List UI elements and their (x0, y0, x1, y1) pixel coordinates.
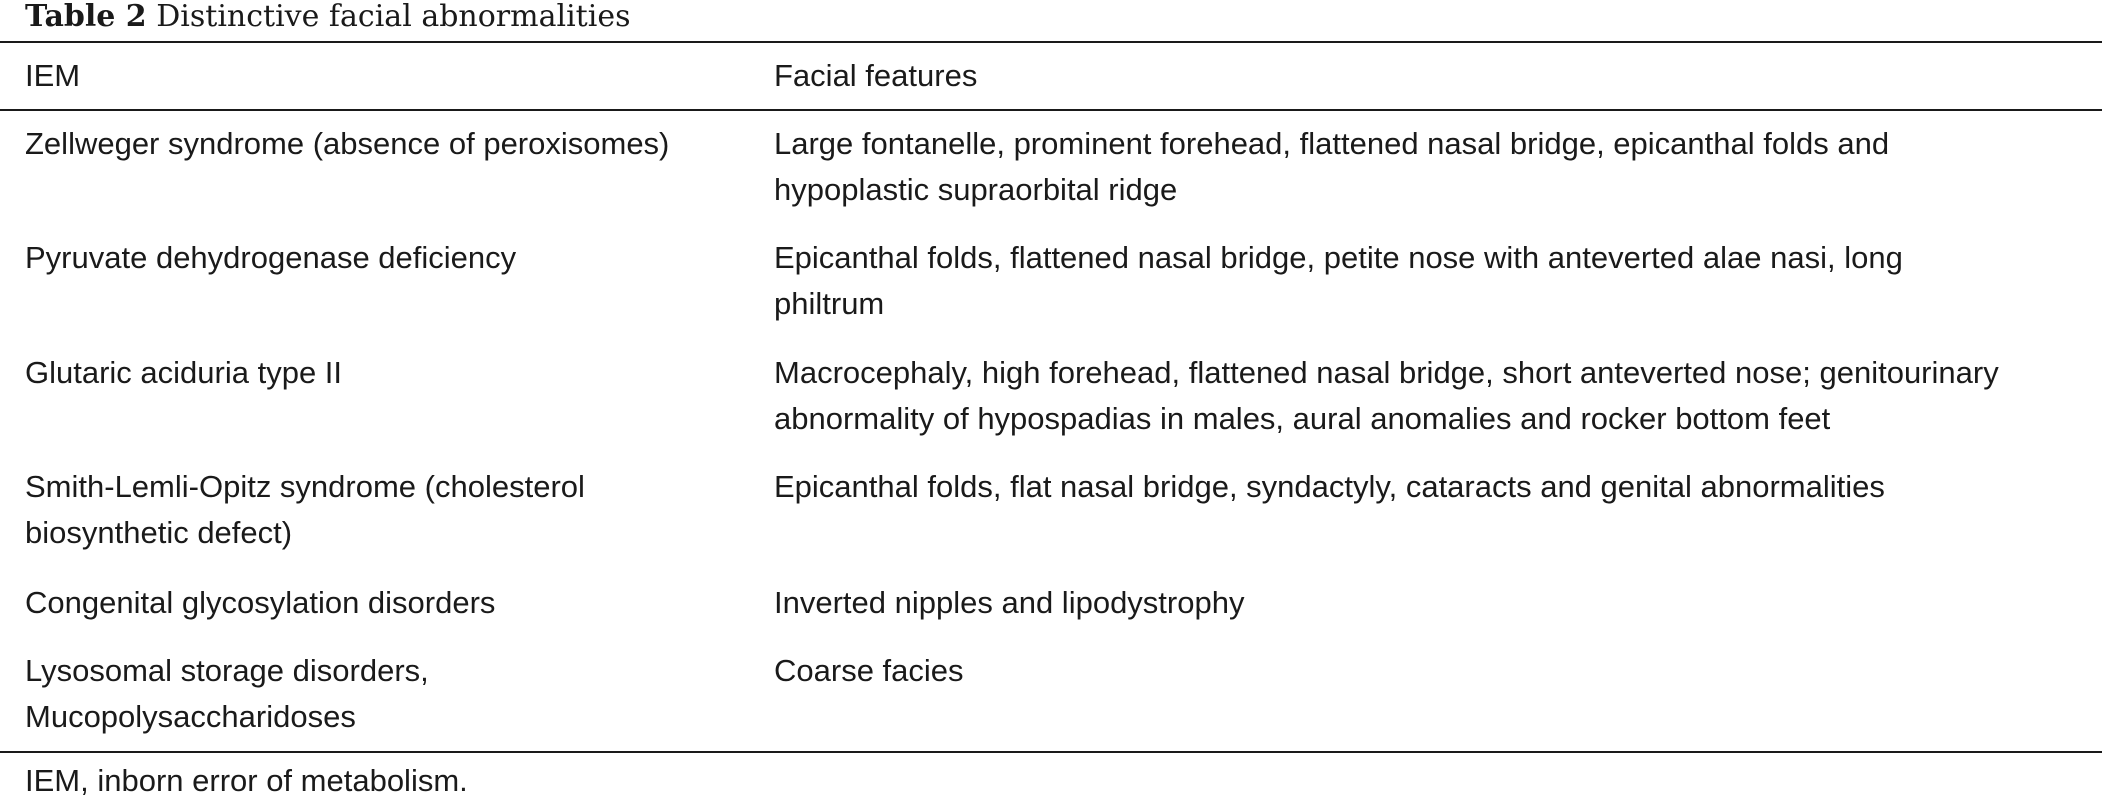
table-row-features-cell (774, 580, 2102, 626)
table-caption-text: Distinctive facial abnormalities (156, 0, 631, 34)
table-row-features-cell (774, 350, 2102, 442)
table-caption (25, 0, 630, 38)
table-row-iem-cell (25, 235, 765, 281)
cell-line: Epicanthal folds, flattened nasal bridge, petite nose with anteverted alae nasi, long (774, 240, 1903, 275)
cell-line: Epicanthal folds, flat nasal bridge, syndactyly, cataracts and genital abnormalities (774, 469, 1885, 504)
cell-line: Lysosomal storage disorders, (25, 653, 429, 688)
table-row-iem-cell (25, 580, 765, 626)
table-row-features-cell (774, 235, 2102, 327)
table-top-rule (0, 41, 2102, 43)
cell-line: Zellweger syndrome (absence of peroxisomes) (25, 126, 670, 161)
cell-line: Large fontanelle, prominent forehead, flattened nasal bridge, epicanthal folds and (774, 126, 1890, 161)
table-bottom-rule (0, 751, 2102, 753)
cell-line: Glutaric aciduria type II (25, 355, 343, 390)
column-header-iem: IEM (25, 58, 81, 93)
cell-line: Smith-Lemli-Opitz syndrome (cholesterol (25, 469, 585, 504)
table-caption-label: Table 2 (25, 0, 147, 34)
cell-line: biosynthetic defect) (25, 515, 293, 550)
cell-line: Congenital glycosylation disorders (25, 585, 496, 620)
table-row-features-cell (774, 121, 2102, 213)
cell-line: abnormality of hypospadias in males, aural anomalies and rocker bottom feet (774, 401, 1831, 436)
cell-line: Macrocephaly, high forehead, flattened nasal bridge, short anteverted nose; genitourinary (774, 355, 1999, 390)
cell-line: Inverted nipples and lipodystrophy (774, 585, 1245, 620)
cell-line: Coarse facies (774, 653, 964, 688)
cell-line: philtrum (774, 286, 885, 321)
table-row-iem-cell (25, 464, 765, 556)
column-header-facial-features: Facial features (774, 58, 978, 93)
table-row-features-cell (774, 464, 2102, 510)
cell-line: Mucopolysaccharidoses (25, 699, 356, 734)
table-footnote: IEM, inborn error of metabolism. (25, 763, 468, 798)
cell-line: Pyruvate dehydrogenase deficiency (25, 240, 517, 275)
table-row-iem-cell (25, 648, 765, 740)
table-header-rule (0, 109, 2102, 111)
table-row-iem-cell (25, 121, 765, 167)
cell-line: hypoplastic supraorbital ridge (774, 172, 1178, 207)
table-row-features-cell (774, 648, 2102, 694)
table-row-iem-cell (25, 350, 765, 396)
